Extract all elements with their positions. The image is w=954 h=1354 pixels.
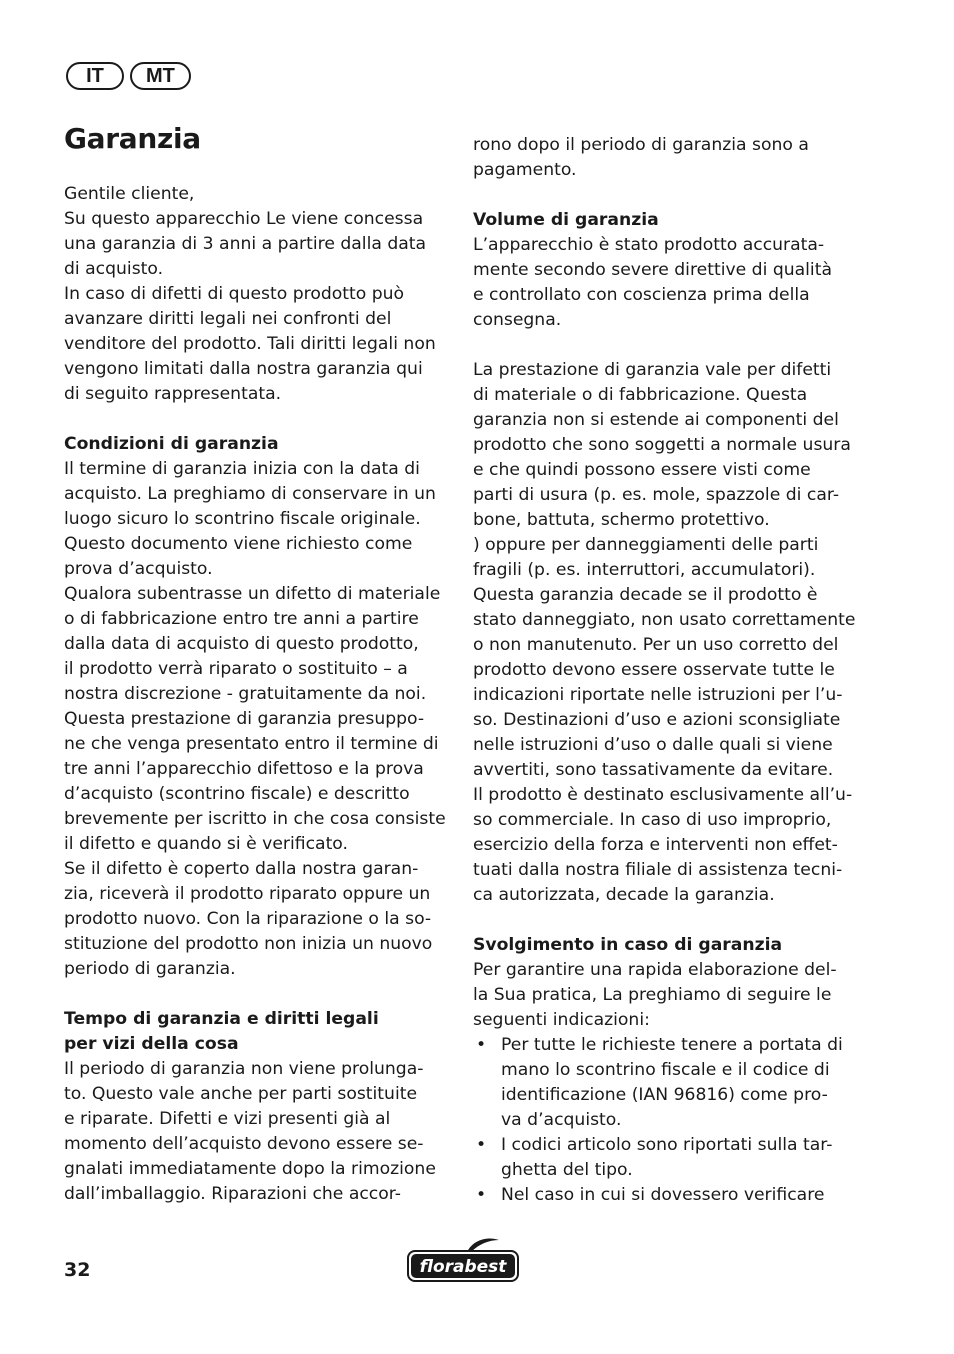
text-line: zia, riceverà il prodotto riparato oppure un [64,884,431,904]
text-line: Gentile cliente, [64,184,195,204]
text-line: luogo sicuro lo scontrino fiscale originale. [64,509,421,529]
procedure-bullet-list [473,1033,861,1208]
text-line: o non manutenuto. Per un uso corretto del [473,635,839,655]
text-line: In caso di difetti di questo prodotto può [64,284,405,304]
text-line: rono dopo il periodo di garanzia sono a [473,135,809,155]
text-line: acquisto. La preghiamo di conservare in un [64,484,436,504]
text-line: dall’imballaggio. Riparazioni che accor- [64,1184,401,1204]
text-line: ne che venga presentato entro il termine di [64,734,439,754]
text-line: identificazione (IAN 96816) come pro- [501,1085,828,1105]
text-line: indicazioni riportate nelle istruzioni per l’u- [473,685,843,705]
florabest-logo [405,1236,521,1286]
text-line: pagamento. [473,160,577,180]
text-line: to. Questo vale anche per parti sostituite [64,1084,418,1104]
text-line: seguenti indicazioni: [473,1010,650,1030]
text-line: ) oppure per danneggiamenti delle parti [473,535,819,555]
list-item [473,1033,861,1133]
text-line: dalla data di acquisto di questo prodotto, [64,634,419,654]
text-line: di materiale o di fabbricazione. Questa [473,385,808,405]
procedure-paragraph [473,958,861,1033]
text-line: consegna. [473,310,562,330]
text-line: brevemente per iscritto in che cosa consiste [64,809,446,829]
text-line: periodo di garanzia. [64,959,236,979]
text-line: di seguito rappresentata. [64,384,282,404]
text-line: Qualora subentrasse un difetto di materiale [64,584,441,604]
text-line: Il periodo di garanzia non viene prolunga- [64,1059,424,1079]
text-line: tuati dalla nostra filiale di assistenza tecni- [473,860,843,880]
text-line: Questa garanzia decade se il prodotto è [473,585,818,605]
list-item [473,1183,861,1208]
text-line: prodotto che sono soggetti a normale usura [473,435,851,455]
text-line: ghetta del tipo. [501,1160,633,1180]
text-line: • Per tutte le richieste tenere a portata di [501,1035,843,1055]
text-line: prodotto nuovo. Con la riparazione o la so- [64,909,432,929]
text-line: • Nel caso in cui si dovessero verificare [501,1185,825,1205]
conditions-paragraph [64,457,452,982]
text-line: vengono limitati dalla nostra garanzia qui [64,359,423,379]
text-line: La prestazione di garanzia vale per difetti [473,360,832,380]
text-line: stato danneggiato, non usato correttamente [473,610,856,630]
text-line: nostra discrezione - gratuitamente da noi. [64,684,427,704]
text-line: so. Destinazioni d’uso e azioni sconsigliate [473,710,841,730]
right-column [473,133,861,1208]
text-line: prodotto devono essere osservate tutte le [473,660,835,680]
text-line: tre anni l’apparecchio difettoso e la prova [64,759,424,779]
text-line: mano lo scontrino fiscale e il codice di [501,1060,830,1080]
section-heading-warranty-period: Tempo di garanzia e diritti legali [64,1009,379,1029]
text-line: gnalati immediatamente dopo la rimozione [64,1159,436,1179]
page-number: 32 [64,1259,91,1281]
warranty-period-paragraph [64,1057,452,1207]
text-line: so commerciale. In caso di uso improprio, [473,810,832,830]
text-line: una garanzia di 3 anni a partire dalla data [64,234,427,254]
text-line: e che quindi possono essere visti come [473,460,811,480]
text-line: ca autorizzata, decade la garanzia. [473,885,775,905]
text-line: bone, battuta, schermo protettivo. [473,510,770,530]
text-line: Il termine di garanzia inizia con la data di [64,459,420,479]
text-line: fragili (p. es. interruttori, accumulatori). [473,560,816,580]
text-line: il difetto e quando si è verificato. [64,834,348,854]
text-line: parti di usura (p. es. mole, spazzole di car- [473,485,840,505]
text-line: Su questo apparecchio Le viene concessa [64,209,424,229]
text-line: il prodotto verrà riparato o sostituito – a [64,659,408,679]
section-heading-warranty-period-line-2: per vizi della cosa [64,1034,239,1054]
text-line: d’acquisto (scontrino fiscale) e descritto [64,784,410,804]
text-line: avanzare diritti legali nei confronti del [64,309,392,329]
text-line: e controllato con coscienza prima della [473,285,810,305]
text-line: mente secondo severe direttive di qualità [473,260,832,280]
text-line: venditore del prodotto. Tali diritti legali non [64,334,436,354]
text-line: Il prodotto è destinato esclusivamente all’u- [473,785,853,805]
text-line: Per garantire una rapida elaborazione del- [473,960,837,980]
scope-paragraph-b [473,358,861,908]
page-title: Garanzia [64,122,201,155]
section-heading-procedure: Svolgimento in caso di garanzia [473,935,783,955]
text-line: momento dell’acquisto devono essere se- [64,1134,424,1154]
text-line: • I codici articolo sono riportati sulla tar- [501,1135,833,1155]
text-line: o di fabbricazione entro tre anni a partire [64,609,419,629]
text-line: Se il difetto è coperto dalla nostra garan- [64,859,419,879]
text-line: prova d’acquisto. [64,559,213,579]
section-heading-scope: Volume di garanzia [473,210,659,230]
language-badge-it: IT [66,62,124,90]
text-line: la Sua pratica, La preghiamo di seguire le [473,985,832,1005]
text-line: garanzia non si estende ai componenti del [473,410,839,430]
language-badges [66,62,191,90]
text-line: stituzione del prodotto non inizia un nuovo [64,934,433,954]
text-line: e riparate. Difetti e vizi presenti già al [64,1109,391,1129]
text-line: nelle istruzioni d’uso o dalle quali si viene [473,735,833,755]
continuation-paragraph [473,133,861,183]
text-line: Questa prestazione di garanzia presuppo- [64,709,425,729]
text-line: avvertiti, sono tassativamente da evitare. [473,760,834,780]
text-line: Questo documento viene richiesto come [64,534,413,554]
section-heading-conditions: Condizioni di garanzia [64,434,279,454]
language-badge-mt: MT [130,62,191,90]
list-item [473,1133,861,1183]
text-line: di acquisto. [64,259,164,279]
left-column [64,182,452,1207]
text-line: va d’acquisto. [501,1110,622,1130]
scope-paragraph-a [473,233,861,333]
intro-paragraph [64,182,452,407]
svg-text:florabest: florabest [419,1257,507,1277]
text-line: esercizio della forza e interventi non effet- [473,835,838,855]
text-line: L’apparecchio è stato prodotto accurata- [473,235,825,255]
